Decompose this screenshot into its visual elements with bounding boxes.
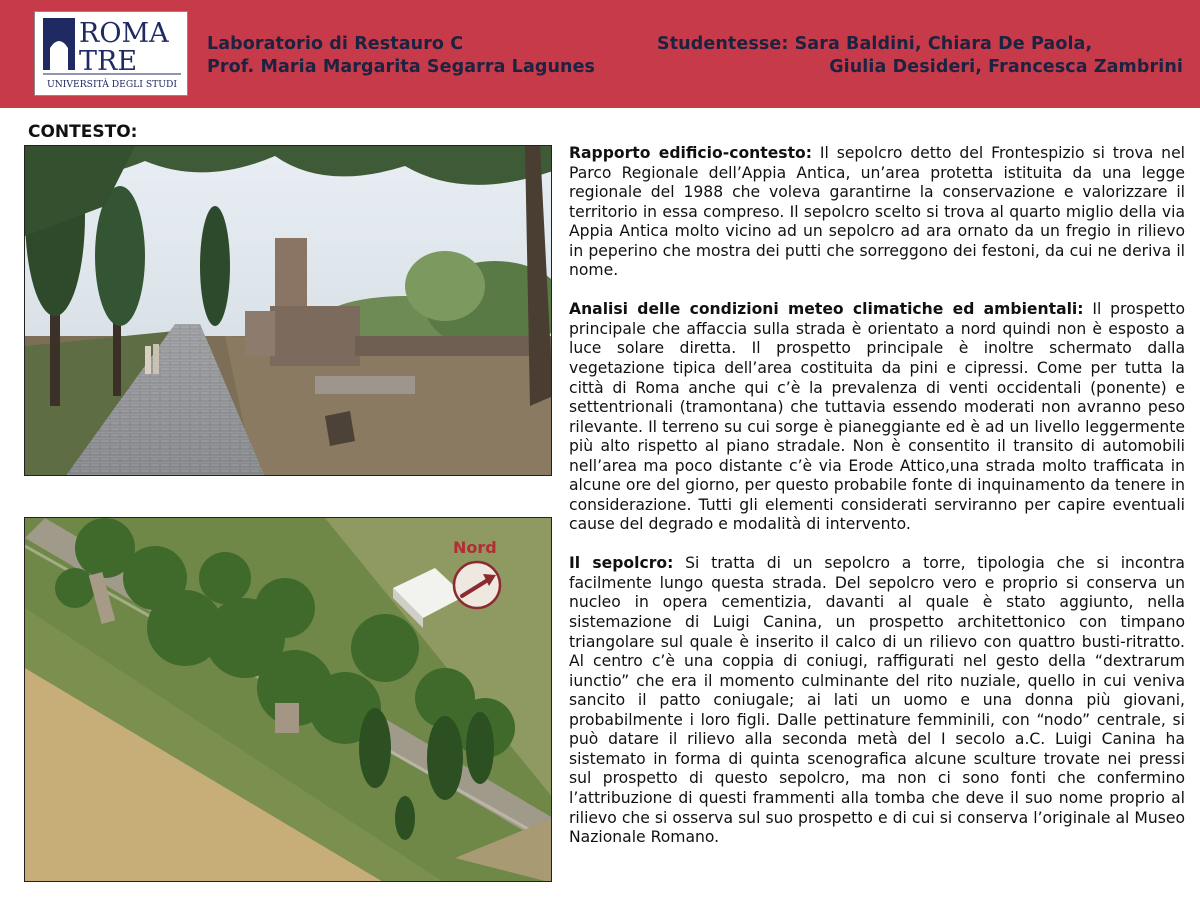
paragraph-body: Si tratta di un sepolcro a torre, tipologia che si incontra facilmente lungo questa strada. Del sepolcro vero e proprio si conserva un nucleo in opera cementizia, davanti al quale è stato aggiunto, nella sistemazione di Luigi Canina, un prospetto architettonico con timpano triangolare sul quale è inserito il calco di un rilievo con quattro busti-ritratto. Al centro c’è una coppia di coniugi, raffigurati nel gesto della “dextrarum iunctio” che era il momento culminante del rito nuziale, quello in cui veniva sancito il patto coniugale; ai lati un uomo e una donna più giovani, probabilmente i loro figli. Dalle pettinature femminili, con “nodo” centrale, si può datare il rilievo alla seconda metà del I secolo a.C. Luigi Canina ha sistemato in forma di quinta scenografica alcune sculture trovate nei pressi sul prospetto di questo sepolcro, ma non ci sono fonti che confermino l’attribuzione di questi frammenti alla tomba che deve il suo nome proprio al rilievo che si osserva sul suo prospetto e di cui si conserva l’originale al Museo Nazionale Romano. (569, 554, 1185, 847)
paragraph-tomb (569, 554, 1185, 847)
course-title: Laboratorio di Restauro C (207, 34, 464, 54)
paragraph-body: Il prospetto principale che affaccia sulla strada è orientato a nord quindi non è esposto a luce solare diretta. Il prospetto principale è inoltre schermato dalla vegetazione tipica dell’area costituita da pini e cipressi. Come per tutta la città di Roma anche qui c’è la prevalenza di venti occidentali (ponente) e settentrionali (tramontana) che tuttavia essendo moderati non avranno peso rilevante. Il terreno su cui sorge è pianeggiante ed è ad un livello leggermente più alto rispetto al piano stradale. Non è consentito il transito di automobili nell’area ma poco distante c’è via Erode Attico,una strada molto trafficata in alcune ore del giorno, per questo probabile fonte di inquinamento da tenere in considerazione. Tutti gli elementi considerati serviranno per capire eventuali cause del degrado e modalità di intervento. (569, 300, 1185, 534)
logo-line1: ROMA (79, 18, 169, 49)
logo-line3: UNIVERSITÀ DEGLI STUDI (47, 79, 177, 90)
appia-antica-photo (24, 145, 552, 476)
aerial-map-photo (24, 517, 552, 882)
context-description (569, 144, 1185, 867)
paragraph-heading: Analisi delle condizioni meteo climatiche ed ambientali: (569, 300, 1084, 319)
section-title: CONTESTO: (28, 122, 138, 142)
north-arrow-icon (454, 562, 500, 608)
street-photo-illustration (25, 146, 552, 476)
professor-name: Prof. Maria Margarita Segarra Lagunes (207, 57, 596, 77)
students-line-1: Studentesse: Sara Baldini, Chiara De Paola, (657, 34, 1093, 54)
logo-line2: TRE (79, 46, 138, 77)
paragraph-heading: Il sepolcro: (569, 554, 674, 573)
paragraph-heading: Rapporto edificio-contesto: (569, 144, 812, 162)
header-banner (0, 0, 1200, 108)
aerial-view-illustration (25, 518, 552, 882)
paragraph-climate (569, 300, 1185, 535)
paragraph-body: Il sepolcro detto del Frontespizio si trova nel Parco Regionale dell’Appia Antica, un’area protetta istituita da una legge regionale del 1988 che voleva garantirne la conservazione e valorizzare il territorio in essa compreso. Il sepolcro scelto si trova al quarto miglio della via Appia Antica molto vicino ad un sepolcro ad ara ornato da un fregio in rilievo in peperino che mostra dei putti che sorreggono dei festoni, da cui ne deriva il nome. (569, 144, 1185, 280)
university-logo (34, 11, 188, 96)
roma-tre-logo-icon (35, 12, 187, 95)
students-line-2: Giulia Desideri, Francesca Zambrini (829, 57, 1183, 77)
paragraph-context (569, 144, 1185, 281)
north-label: Nord (453, 538, 497, 557)
